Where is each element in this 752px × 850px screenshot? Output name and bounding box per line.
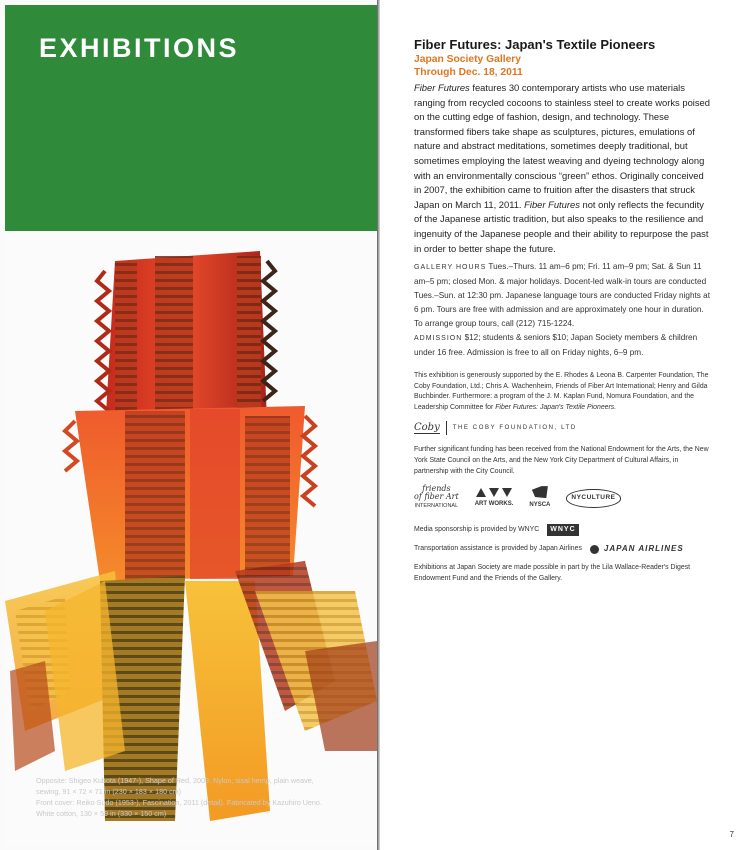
- description-part: not only reflects the fecundity of the Japanese artistic tradition, but also speaks to the resilience and ingenuity of the Japanese people and their ability to repurpose the past in order to better shape the future.: [414, 198, 709, 254]
- artwork-photo: [5, 231, 377, 846]
- page-number: 7: [729, 830, 734, 839]
- gallery-hours: [414, 260, 712, 331]
- right-page: [380, 0, 752, 850]
- art-works-label: ART WORKS.: [474, 500, 514, 507]
- coby-signature: Coby: [414, 421, 440, 433]
- caption-line: sewing, 91 × 72 × 71 in (230 × 183 × 180 cm): [36, 787, 182, 796]
- gallery-hours-text: Tues.–Thurs. 11 am–6 pm; Fri. 11 am–9 pm; Sat. & Sun 11 am–5 pm; closed Mon. & major holidays. Docent-led walk-in tours are conducted Tues.–Sun. at 12:30 pm. Japanese language tours are conducted Friday nights at 6 pm. Tours are free with admission and are approximately one hour in duration. To arrange group tours, call (212) 715-1224.: [414, 262, 711, 329]
- fiber-logo-line: INTERNATIONAL: [414, 503, 459, 510]
- japan-airlines-logo: [590, 544, 684, 555]
- transport-sponsor-text: Transportation assistance is provided by Japan Airlines: [414, 545, 582, 553]
- logo-divider: [446, 421, 447, 435]
- funder-logos: [414, 485, 714, 512]
- wnyc-logo: WNYC: [547, 524, 578, 537]
- admission-text: $12; students & seniors $10; Japan Society members & children under 16 free. Admission is free to all on Friday nights, 6–9 pm.: [414, 333, 698, 358]
- coby-foundation-logo: [414, 421, 714, 435]
- caption-line: White cotton, 130 × 59 in (330 × 150 cm): [36, 809, 167, 818]
- transportation-sponsor: [414, 544, 714, 555]
- title-italic: Fiber Futures: [414, 82, 470, 93]
- exhibition-description: [414, 81, 712, 256]
- nyc-culture-label: NYCULTURE: [566, 489, 620, 508]
- photo-caption: [36, 775, 346, 819]
- fiber-logo-line: friends: [422, 484, 451, 494]
- fiber-logo-line: of fiber Art: [414, 492, 459, 502]
- admission-label: ADMISSION: [414, 335, 463, 343]
- sculpture-middle-body: [65, 406, 315, 581]
- triangles-icon: [476, 488, 512, 497]
- jal-label: JAPAN AIRLINES: [603, 544, 684, 554]
- title-italic: Fiber Futures: [524, 198, 580, 210]
- exhibition-article: [414, 37, 712, 360]
- description-part: features 30 contemporary artists who use materials ranging from recycled cocoons to stainless steel to create works poised on the cutting edge of fashion, design, and technology. These transformed fibers take shape as sculptures, pictures, emulations of nature and abstract meditations, sometimes deeply traditional, but sometimes employing the latest weaving and dyeing technology along with an environmentally conscious “green” ethos. Originally conceived in 2007, the exhibition came to fruition after the disasters that struck Japan on March 11, 2011.: [414, 82, 710, 210]
- section-banner: [5, 5, 377, 231]
- support-paragraph-2: Further significant funding has been received from the National Endowment for the Arts, the New York State Council on the Arts, and the New York City Department of Cultural Affairs, in partnership with the City Council.: [414, 446, 709, 475]
- nysca-label: NYSCA: [529, 502, 551, 509]
- nea-art-works-logo: [475, 488, 514, 510]
- exhibition-dates: Through Dec. 18, 2011: [414, 67, 523, 78]
- media-sponsor-text: Media sponsorship is provided by WNYC: [414, 525, 540, 533]
- new-york-state-icon: [532, 486, 548, 498]
- exhibition-venue: Japan Society Gallery: [414, 54, 522, 65]
- crane-icon: [590, 545, 599, 554]
- friends-of-fiber-art-logo: [414, 485, 459, 512]
- nyc-culture-logo: [566, 489, 620, 508]
- support-paragraph-3: Exhibitions at Japan Society are made possible in part by the Lila Wallace-Reader's Digest Endowment Fund and the Friends of the Gallery.: [414, 563, 691, 582]
- coby-foundation-name: THE COBY FOUNDATION, LTD: [452, 425, 577, 432]
- support-italic: Fiber Futures: Japan's Textile Pioneers.: [495, 403, 617, 411]
- gallery-hours-label: GALLERY HOURS: [414, 264, 487, 272]
- caption-line: Opposite: Shigeo Kubota (1947-), Shape of Red, 2009. Nylon, sisal hemp, plain weave,: [36, 776, 314, 785]
- sculpture-top-column: [97, 251, 275, 431]
- media-sponsorship: [414, 524, 714, 537]
- caption-line: Front cover: Reiko Sudo (1953-), Fascination, 2011 (detail). Fabricated by Kazuhiro Ueno.: [36, 798, 322, 807]
- support-text: This exhibition is generously supported by the E. Rhodes & Leona B. Carpenter Foundation, The Coby Foundation, Ltd.; Chris A. Wachenheim, Friends of Fiber Art International; Henry and Gilda Buchbinder. Furthermore: a program of the J. M. Kaplan Fund, Nomura Foundation, and the Leadership Committee for: [414, 372, 709, 411]
- textile-sculpture-image: [5, 231, 377, 846]
- sponsor-credits: [414, 371, 714, 592]
- section-title: EXHIBITIONS: [39, 33, 240, 63]
- support-paragraph-1: [414, 371, 714, 413]
- exhibition-title: Fiber Futures: Japan's Textile Pioneers: [414, 37, 656, 52]
- admission-info: [414, 331, 712, 360]
- nysca-logo: [529, 486, 550, 511]
